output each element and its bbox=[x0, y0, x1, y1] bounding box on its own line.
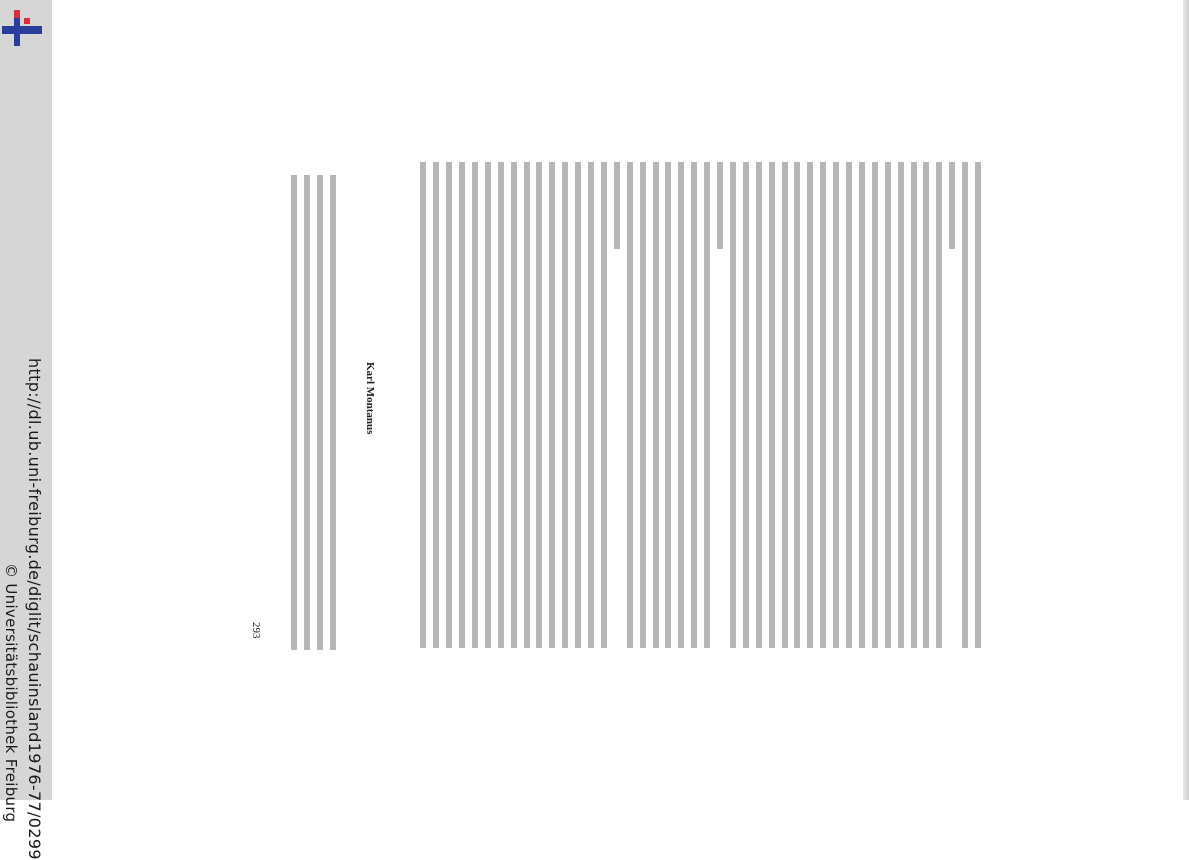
text-line bbox=[665, 162, 671, 648]
section-heading: Karl Montanus bbox=[364, 362, 376, 435]
text-line bbox=[433, 162, 439, 648]
text-line bbox=[820, 162, 826, 648]
text-line bbox=[640, 162, 646, 648]
text-line bbox=[743, 162, 749, 648]
text-line bbox=[872, 162, 878, 648]
text-line bbox=[653, 162, 659, 648]
text-line bbox=[562, 162, 568, 648]
text-line bbox=[898, 162, 904, 648]
text-line bbox=[846, 162, 852, 648]
watermark-copyright: © Universitätsbibliothek Freiburg bbox=[2, 563, 20, 823]
text-line bbox=[794, 162, 800, 648]
text-line bbox=[962, 162, 968, 648]
viewer-sidebar bbox=[0, 0, 52, 860]
text-line bbox=[420, 162, 426, 648]
text-line bbox=[485, 162, 491, 648]
text-line bbox=[885, 162, 891, 648]
text-line bbox=[833, 162, 839, 648]
text-line bbox=[524, 162, 530, 648]
text-line bbox=[691, 162, 697, 648]
text-line bbox=[304, 175, 310, 650]
text-line bbox=[859, 162, 865, 648]
text-line bbox=[511, 162, 517, 648]
text-line bbox=[317, 175, 323, 650]
text-line bbox=[975, 162, 981, 648]
watermark-url[interactable]: http://dl.ub.uni-freiburg.de/diglit/schauinsland1976-77/0299 bbox=[25, 358, 44, 860]
text-line bbox=[588, 162, 594, 648]
text-line bbox=[330, 175, 336, 650]
text-line bbox=[575, 162, 581, 648]
text-line bbox=[949, 162, 955, 249]
text-line bbox=[717, 162, 723, 249]
text-line bbox=[601, 162, 607, 648]
text-line bbox=[923, 162, 929, 648]
page-number: 293 bbox=[250, 622, 262, 639]
text-line bbox=[756, 162, 762, 648]
text-line bbox=[291, 175, 297, 650]
viewer-right-edge bbox=[1183, 0, 1189, 800]
text-line bbox=[911, 162, 917, 648]
text-line bbox=[446, 162, 452, 648]
library-logo-icon bbox=[2, 10, 42, 50]
text-line bbox=[459, 162, 465, 648]
text-line bbox=[498, 162, 504, 648]
text-line bbox=[472, 162, 478, 648]
text-line bbox=[614, 162, 620, 249]
text-line bbox=[782, 162, 788, 648]
text-line bbox=[769, 162, 775, 648]
text-line bbox=[678, 162, 684, 648]
text-line bbox=[549, 162, 555, 648]
text-line bbox=[807, 162, 813, 648]
text-line bbox=[730, 162, 736, 648]
text-line bbox=[936, 162, 942, 648]
text-line bbox=[627, 162, 633, 648]
text-line bbox=[704, 162, 710, 648]
text-line bbox=[536, 162, 542, 648]
